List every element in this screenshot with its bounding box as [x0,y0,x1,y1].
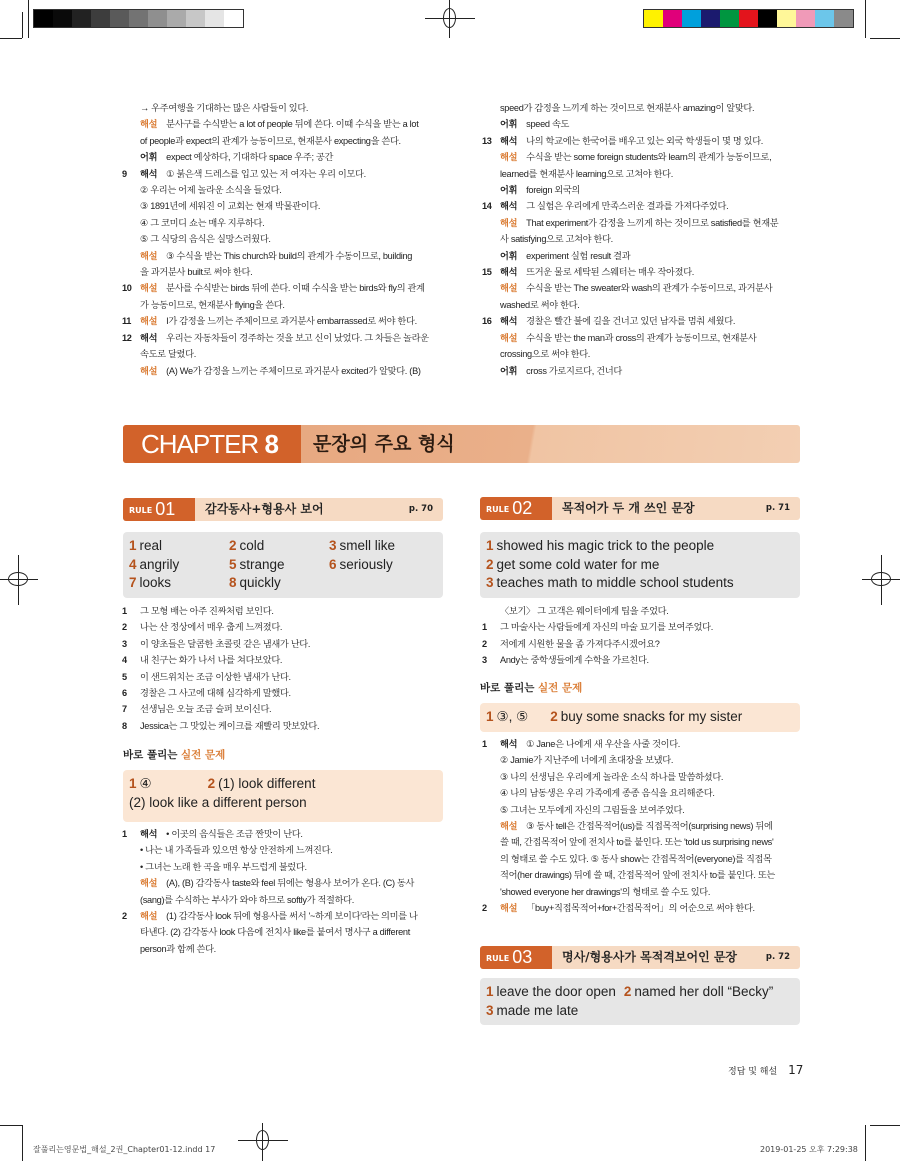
item-number: 2 [482,903,487,914]
line-text: 그 모형 배는 아주 진짜처럼 보인다. [140,606,274,616]
answer-item [129,537,229,556]
label-explanation: 해설 [140,911,158,922]
label-translation: 해석 [500,267,518,278]
item-number: 1 [122,829,127,839]
label-explanation: 해설 [500,821,518,832]
answer-number: 2 [486,556,494,572]
answer-number: 1 [486,538,494,553]
item-number: 6 [122,688,127,699]
answer-text: showed his magic trick to the people [496,538,715,553]
text-line [120,924,468,940]
text-line [480,802,820,818]
line-text: cross 가로지르다, 건너다 [526,365,622,376]
text-line [480,248,820,264]
item-number: 10 [122,283,132,294]
line-text: experiment 실험 result 결과 [526,250,631,261]
text-line [480,346,820,362]
label-translation: 해석 [140,829,158,839]
line-text: Andy는 중학생들에게 수학을 가르친다. [500,655,649,666]
rule-02-answers [480,532,800,598]
line-text: 타낸다. (2) 감각동사 look 다음에 전치사 like를 붙여서 명사구 a different [140,927,410,938]
line-text: ① 붉은색 드레스를 입고 있는 저 여자는 우리 이모다. [166,168,366,179]
registration-mark-top [425,0,475,38]
line-text: I가 감정을 느끼는 주체이므로 과거분사 embarrassed로 써야 한다. [166,316,417,327]
line-text: 'showed everyone her drawings'의 형태로 쓸 수도 있다. [500,886,711,897]
text-line [480,818,820,834]
answer-text: strange [239,556,285,572]
line-text: (A) We가 감정을 느끼는 주체이므로 과거분사 excited가 알맞다. (B) [166,365,421,376]
line-text: 나의 학교에는 한국어를 배우고 있는 외국 학생들이 몇 명 있다. [526,135,764,146]
crop-mark [865,0,866,38]
label-vocabulary: 어휘 [500,365,518,376]
label-explanation: 해설 [140,316,158,327]
answer-item [329,537,429,556]
color-swatch [167,10,186,27]
text-line [120,116,468,132]
crop-mark [870,38,900,39]
answer-item [229,574,329,593]
answer-item [486,556,786,575]
text-line [120,652,468,668]
label-vocabulary: 어휘 [500,119,518,130]
line-text: ③ 수식을 받는 This church와 build의 관계가 수동이므로, building [166,250,413,261]
cmyk-color-bar [643,9,854,28]
line-text: speed 속도 [526,119,570,130]
item-number: 1 [482,739,487,749]
text-line [120,892,468,908]
prev-answers-right [480,100,820,379]
crop-mark [865,1125,866,1161]
answer-number: 3 [486,575,494,590]
item-number: 9 [122,168,127,179]
line-text: 내 친구는 화가 나서 나를 쳐다보았다. [140,655,283,666]
text-line [480,752,820,768]
label-vocabulary: 어휘 [140,152,158,163]
text-line [480,182,820,198]
color-swatch [834,10,853,27]
line-text: ② Jamie가 지난주에 너에게 초대장을 보냈다. [500,755,674,766]
answer-text: looks [139,575,172,590]
line-text: ① Jane은 나에게 새 우산을 사줄 것이다. [526,739,681,749]
line-text: • 이곳의 음식들은 조금 짠맛이 난다. [166,829,303,839]
registration-mark-right [862,555,900,605]
practice-heading: 바로 풀리는 실전 문제 [480,682,583,694]
line-text: 이 샌드위치는 조금 이상한 냄새가 난다. [140,671,291,682]
text-line [120,875,468,891]
chapter-title: 문장의 주요 형식 [313,433,455,455]
line-text: 의 형태로 쓸 수도 있다. ⑤ 동사 show는 간접목적어(everyone)를 직접목 [500,853,772,864]
crop-mark [22,12,23,38]
item-number: 11 [122,316,132,327]
answer-text: teaches math to middle school students [496,575,734,590]
line-text: 저에게 시원한 물을 좀 가져다주시겠어요? [500,638,660,649]
text-line [480,264,820,280]
color-swatch [701,10,720,27]
color-swatch [186,10,205,27]
text-line [120,941,468,957]
text-line [120,908,468,924]
color-swatch [72,10,91,27]
color-swatch [777,10,796,27]
label-explanation: 해설 [140,119,158,130]
line-text: ② 우리는 어제 놀라운 소식을 들었다. [140,185,282,196]
text-line [120,313,468,329]
text-line [480,603,820,619]
line-text: 을 과거분사 built로 써야 한다. [140,267,253,278]
line-text: (A), (B) 감각동사 taste와 feel 뒤에는 형용사 보어가 온다. (C) 동사 [166,878,415,889]
text-line [120,297,468,313]
registration-mark-bottom [238,1123,288,1161]
color-swatch [148,10,167,27]
rule-02-translations [480,603,820,669]
text-line [480,149,820,165]
item-number: 1 [482,622,487,633]
color-swatch [644,10,663,27]
answer-text: smell like [339,538,396,553]
answer-item [486,574,786,593]
text-line [480,867,820,883]
line-text: of people과 expect의 관계가 능동이므로, 현재분사 expecting을 쓴다. [140,135,401,146]
text-line [120,264,468,280]
item-number: 2 [482,638,487,649]
label-translation: 해석 [140,168,158,179]
item-number: 5 [122,671,127,682]
text-line [120,636,468,652]
line-text: • 나는 내 가족들과 있으면 항상 안전하게 느껴진다. [140,845,333,856]
color-swatch [129,10,148,27]
item-number: 3 [122,638,127,649]
line-text: Jessica는 그 맛있는 케이크를 재빨리 맛보았다. [140,720,320,731]
color-swatch [91,10,110,27]
text-line [480,330,820,346]
line-text: 그 마술사는 사람들에게 자신의 마술 묘기를 보여주었다. [500,622,713,633]
text-line [480,834,820,850]
answer-item [329,556,429,575]
line-text: ④ 나의 남동생은 우리 가족에게 종종 음식을 요리해준다. [500,788,715,799]
line-text: 나는 산 정상에서 매우 춥게 느껴졌다. [140,622,283,633]
answer-text: seriously [339,556,393,572]
color-swatch [739,10,758,27]
text-line [120,166,468,182]
line-text: 그 실험은 우리에게 만족스러운 결과를 가져다주었다. [526,201,729,212]
answer-text: get some cold water for me [496,556,660,572]
item-number: 12 [122,332,132,343]
label-vocabulary: 어휘 [500,250,518,261]
text-line [480,884,820,900]
label-explanation: 해설 [500,332,518,343]
label-vocabulary: 어휘 [500,185,518,196]
line-text: 선생님은 오늘 조금 슬퍼 보이신다. [140,704,272,715]
chapter-banner [123,425,800,463]
label-explanation: 해설 [500,217,518,228]
registration-mark-left [0,555,38,605]
text-line [480,280,820,296]
text-line [480,231,820,247]
line-text: 분사를 수식받는 birds 뒤에 쓴다. 이때 수식을 받는 birds와 fly의 관계 [166,283,425,294]
rule-02-explanations [480,736,820,916]
text-line [120,133,468,149]
label-translation: 해석 [500,739,518,749]
line-text: 수식을 받는 The sweater와 wash의 관계가 수동이므로, 과거분사 [526,283,773,294]
text-line [480,166,820,182]
text-line [120,198,468,214]
text-line [120,363,468,379]
color-swatch [110,10,129,27]
crop-mark [870,1125,900,1126]
line-text: 가 능동이므로, 현재분사 flying을 쓴다. [140,299,285,310]
line-text: speed가 감정을 느끼게 하는 것이므로 현재분사 amazing이 알맞다. [500,103,755,113]
answer-text: angrily [139,556,180,572]
line-text: 분사구를 수식받는 a lot of people 뒤에 쓴다. 이때 수식을 받는 a lot [166,119,419,130]
print-timestamp: 2019-01-25 오후 7:29:38 [760,1145,858,1154]
text-line [480,619,820,635]
line-text: 우리는 자동차들이 경주하는 것을 보고 신이 났었다. 그 차들은 놀라운 [166,332,429,343]
crop-mark [22,1125,23,1161]
text-line [120,842,468,858]
color-swatch [34,10,53,27]
label-explanation: 해설 [140,250,158,261]
text-line [120,669,468,685]
label-translation: 해석 [500,316,518,327]
color-swatch [682,10,701,27]
text-line [480,133,820,149]
label-explanation: 해설 [140,878,158,889]
line-text: 수식을 받는 some foreign students와 learn의 관계가 능동이므로, [526,152,772,163]
item-number: 15 [482,267,492,278]
color-swatch [720,10,739,27]
item-number: 3 [482,655,487,666]
line-text: 「buy+직접목적어+for+간접목적어」의 어순으로 써야 한다. [526,903,755,914]
rule-01-answers [123,532,443,598]
color-swatch [758,10,777,27]
label-explanation: 해설 [500,903,518,914]
color-swatch [53,10,72,27]
text-line [480,116,820,132]
line-text: 경찰은 빨간 불에 길을 건너고 있던 남자를 멈춰 세웠다. [526,316,736,327]
line-text: ③ 나의 선생님은 우리에게 놀라운 소식 하나를 말씀하셨다. [500,771,724,782]
label-explanation: 해설 [500,283,518,294]
gray-color-bar [33,9,244,28]
label-translation: 해석 [500,201,518,212]
prev-answers-left [120,100,468,379]
line-text: (sang)를 수식하는 부사가 와야 하므로 softly가 적절하다. [140,894,355,905]
item-number: 1 [122,606,127,616]
text-line [120,248,468,264]
rule-01-header: RULE 01 감각동사+형용사 보어 p. 70 [123,498,443,521]
text-line [120,215,468,231]
text-line [480,198,820,214]
answer-number: 7 [129,575,137,590]
answer-number: 2 [229,538,237,553]
text-line [120,330,468,346]
text-line [120,859,468,875]
text-line [480,363,820,379]
line-text: 속도로 달렸다. [140,349,196,360]
item-number: 13 [482,135,492,146]
line-text: 뜨거운 물로 세탁된 스웨터는 매우 작아졌다. [526,267,695,278]
answer-text: real [139,538,163,553]
text-line [120,826,468,842]
answer-number: 6 [329,556,337,572]
item-number: 16 [482,316,492,327]
page-footer [728,1063,803,1077]
answer-number: 4 [129,556,137,572]
line-text: 수식을 받는 the man과 cross의 관계가 능동이므로, 현재분사 [526,332,757,343]
text-line [480,900,820,916]
answer-number: 1 [129,538,137,553]
label-explanation: 해설 [500,152,518,163]
text-line [120,100,468,116]
text-line [480,100,820,116]
text-line [120,718,468,734]
item-number: 4 [122,655,127,666]
text-line [120,182,468,198]
text-line [480,785,820,801]
line-text: → 우주여행을 기대하는 많은 사람들이 있다. [140,103,309,113]
line-text: ⑤ 그녀는 모두에게 자신의 그림들을 보여주었다. [500,804,685,815]
rule-01-translations [120,603,468,734]
text-line [120,619,468,635]
text-line [120,685,468,701]
line-text: learned를 현재분사 learning으로 고쳐야 한다. [500,168,674,179]
label-translation: 해석 [140,332,158,343]
line-text: ③ 동사 tell은 간접목적어(us)를 직접목적어(surprising news) 뒤에 [526,821,773,832]
line-text: 쓸 때, 간접목적어 앞에 전치사 to를 붙인다. 또는 'told us surprising news' [500,837,774,848]
line-text: ④ 그 코미디 쇼는 매우 지루하다. [140,217,265,228]
item-number: 2 [122,911,127,922]
text-line [480,652,820,668]
color-swatch [663,10,682,27]
answer-item [129,574,229,593]
line-text: 사 satisfying으로 고쳐야 한다. [500,234,613,245]
line-text: 적어(her drawings) 뒤에 쓸 때, 간접목적어 앞에 전치사 to를 붙인다. 또는 [500,870,776,881]
label-explanation: 해설 [140,365,158,376]
page-number: 17 [788,1063,804,1077]
text-line [120,603,468,619]
line-text: • 그녀는 노래 한 곡을 매우 부드럽게 불렀다. [140,861,307,872]
text-line [120,346,468,362]
answer-text: cold [239,538,265,553]
item-number: 7 [122,704,127,715]
text-line [480,851,820,867]
rule-02-practice-answers: 1 ③, ⑤ 2 buy some snacks for my sister [480,703,800,732]
section-label: 정답 및 해설 [728,1067,778,1077]
line-text: 〈보기〉 그 고객은 웨이터에게 팁을 주었다. [500,606,669,616]
rule-02-header: RULE 02 목적어가 두 개 쓰인 문장 p. 71 [480,497,800,520]
line-text: washed로 써야 한다. [500,299,580,310]
label-translation: 해석 [500,135,518,146]
line-text: person과 함께 쓴다. [140,943,216,954]
line-text: ⑤ 그 식당의 음식은 실망스러웠다. [140,234,271,245]
text-line [120,231,468,247]
rule-01-explanations [120,826,468,957]
rule-01-practice-answers: 1 ④ 2 (1) look different (2) look like a different person [123,770,443,822]
line-text: 이 양초들은 달콤한 초콜릿 같은 냄새가 난다. [140,638,311,649]
rule-03-answers: 1 leave the door open 2 named her doll “Becky” 3 made me late [480,978,800,1025]
item-number: 2 [122,622,127,633]
answer-number: 8 [229,575,237,590]
item-number: 14 [482,201,492,212]
crop-mark [0,1125,22,1126]
item-number: 8 [122,720,127,731]
answer-item [486,537,786,556]
text-line [480,297,820,313]
answer-text: quickly [239,575,281,590]
answer-item [229,556,329,575]
color-swatch [205,10,224,27]
chapter-label: CHAPTER 8 [123,425,301,463]
answer-number: 5 [229,556,237,572]
line-text: ③ 1891년에 세워진 이 교회는 현재 박물관이다. [140,201,321,212]
rule-03-header: RULE 03 명사/형용사가 목적격보어인 문장 p. 72 [480,946,800,969]
color-swatch [815,10,834,27]
answer-number: 3 [329,538,337,553]
text-line [480,736,820,752]
line-text: expect 예상하다, 기대하다 space 우주; 공간 [166,152,334,163]
label-explanation: 해설 [140,283,158,294]
text-line [120,149,468,165]
text-line [120,280,468,296]
answer-item [229,537,329,556]
crop-mark [0,38,22,39]
crop-mark [28,0,29,38]
text-line [480,215,820,231]
text-line [480,313,820,329]
line-text: crossing으로 써야 한다. [500,349,591,360]
text-line [120,701,468,717]
answer-item [129,556,229,575]
line-text: (1) 감각동사 look 뒤에 형용사를 써서 '~하게 보이다'라는 의미를 나 [166,911,418,922]
color-swatch [796,10,815,27]
practice-heading: 바로 풀리는 실전 문제 [123,749,226,761]
color-swatch [224,10,243,27]
line-text: That experiment가 감정을 느끼게 하는 것이므로 satisfied를 현재분 [526,217,779,228]
text-line [480,769,820,785]
line-text: 경찰은 그 사고에 대해 심각하게 말했다. [140,688,291,699]
file-info: 잘풀리는영문법_해설_2권_Chapter01-12.indd 17 [33,1145,216,1154]
text-line [480,636,820,652]
line-text: foreign 외국의 [526,185,581,196]
